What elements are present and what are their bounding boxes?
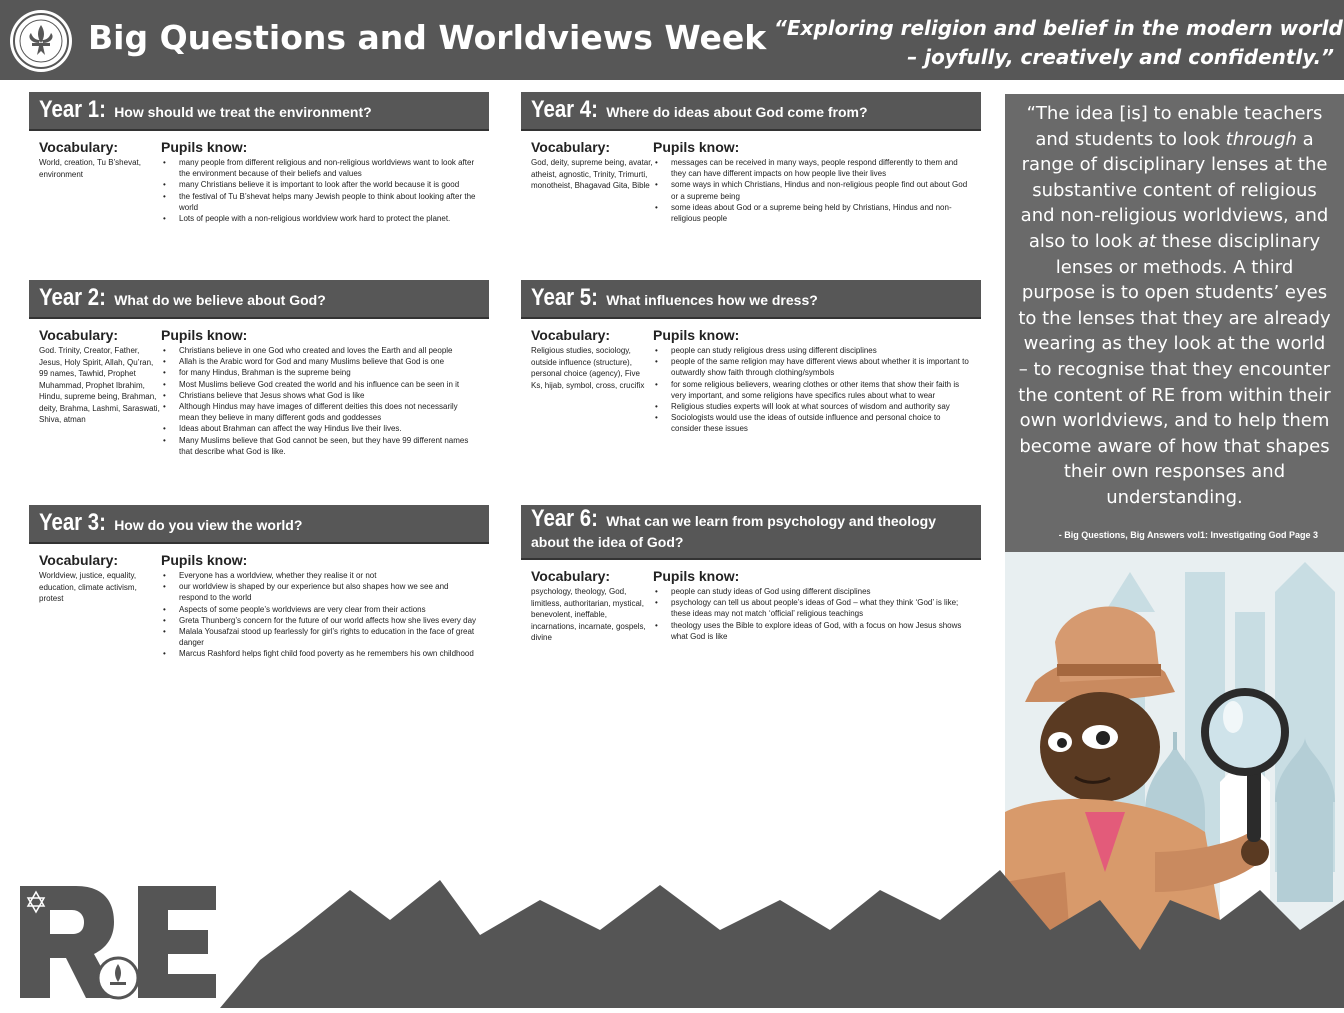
- list-item: • theology uses the Bible to explore ideas of God, with a focus on how Jesus shows what God is like: [653, 620, 971, 642]
- year-6-card: [521, 505, 981, 644]
- fleur-de-lis-icon: [10, 10, 72, 72]
- list-item: • for some religious believers, wearing clothes or other items that show their faith is very important, and some religions have specifics rules about what to wear: [653, 379, 971, 401]
- vocabulary-text: God. Trinity, Creator, Father, Jesus, Holy Spirit, Allah, Qu’ran, 99 names, Tawhid, Prophet Muhammad, Prophet Ibrahim, Hindu, supreme being, Brahman, deity, Brahma, Lashmi, Saraswati, Shiva, atman: [39, 346, 160, 424]
- header-bar: [0, 0, 1344, 80]
- vocabulary-text: psychology, theology, God, limitless, authoritarian, mystical, benevolent, ineffable, incarnations, incarnate, gospels, divine: [531, 587, 646, 642]
- list-item: • people can study ideas of God using different disciplines: [653, 586, 971, 597]
- tagline-line-1: “Exploring religion and belief in the modern world: [774, 16, 1343, 40]
- quote-part: a range of disciplinary lenses at the substantive content of religious and non-religious worldviews, and also to look: [1020, 128, 1329, 252]
- pupils-know-heading: Pupils know:: [161, 552, 248, 568]
- list-item: • Malala Yousafzai stood up fearlessly for girl’s rights to education in the face of great danger: [161, 626, 479, 648]
- pupils-know-section: [653, 139, 971, 224]
- vocabulary-section: [39, 139, 161, 224]
- quote-emphasis: through: [1225, 128, 1297, 150]
- vocabulary-section: [531, 568, 653, 644]
- vocabulary-heading: Vocabulary:: [39, 327, 119, 343]
- year-1-card: [29, 92, 489, 224]
- vocabulary-section: [39, 552, 161, 660]
- year-2-card: [29, 280, 489, 457]
- vocabulary-section: [531, 139, 653, 224]
- year-question: What influences how we dress?: [606, 292, 818, 308]
- quote-panel: [1005, 94, 1344, 552]
- list-item: • messages can be received in many ways, people respond differently to them and they can have different impacts on how people live their lives: [653, 157, 971, 179]
- list-item: • Ideas about Brahman can affect the way Hindus live their lives.: [161, 423, 479, 434]
- year-label: Year 2:: [39, 284, 106, 311]
- vocabulary-heading: Vocabulary:: [39, 139, 119, 155]
- list-item: • Religious studies experts will look at what sources of wisdom and authority say: [653, 401, 971, 412]
- year-label: Year 6:: [531, 505, 598, 532]
- pupils-know-heading: Pupils know:: [653, 327, 740, 343]
- list-item: • Christians believe that Jesus shows what God is like: [161, 390, 479, 401]
- year-question: Where do ideas about God come from?: [606, 104, 868, 120]
- vocabulary-heading: Vocabulary:: [531, 327, 611, 343]
- quote-emphasis: at: [1137, 230, 1157, 252]
- list-item: • many people from different religious and non-religious worldviews want to look after the environment because of their beliefs and values: [161, 157, 479, 179]
- list-item: • Many Muslims believe that God cannot be seen, but they have 99 different names that describe what God is like.: [161, 435, 479, 457]
- list-item: • many Christians believe it is important to look after the world because it is good: [161, 179, 479, 190]
- vocabulary-section: [39, 327, 161, 457]
- list-item: • Allah is the Arabic word for God and many Muslims believe that God is one: [161, 356, 479, 367]
- list-item: • our worldview is shaped by our experience but also shapes how we see and respond to the world: [161, 581, 479, 603]
- pupils-know-section: [161, 139, 479, 224]
- quote-part: these disciplinary lenses or methods. A third purpose is to open students’ eyes to the lenses that they are already wearing as they look at the world – to recognise that they encounter the content of RE from within their own worldviews, and to help them become aware of how that shapes their own responses and understanding.: [1018, 230, 1331, 508]
- year-5-card: [521, 280, 981, 435]
- quote-text: [1005, 94, 1344, 511]
- year-label: Year 4:: [531, 96, 598, 123]
- list-item: • people of the same religion may have different views about whether it is important to outwardly show faith through clothing/symbols: [653, 356, 971, 378]
- year-5-header: [521, 280, 981, 319]
- quote-source: - Big Questions, Big Answers vol1: Investigating God Page 3: [1058, 530, 1318, 540]
- quote-part: “The idea [is] to enable teachers and students to look: [1026, 103, 1323, 150]
- vocabulary-section: [531, 327, 653, 435]
- list-item: • Marcus Rashford helps fight child food poverty as he remembers his own childhood: [161, 648, 479, 659]
- vocabulary-heading: Vocabulary:: [531, 139, 611, 155]
- list-item: • Lots of people with a non-religious worldview work hard to protect the planet.: [161, 213, 479, 224]
- year-question: How do you view the world?: [114, 517, 303, 533]
- list-item: • Most Muslims believe God created the world and his influence can be seen in it: [161, 379, 479, 390]
- pupils-know-section: [653, 568, 971, 644]
- year-3-header: [29, 505, 489, 544]
- vocabulary-heading: Vocabulary:: [39, 552, 119, 568]
- year-question: How should we treat the environment?: [114, 104, 372, 120]
- pupils-know-heading: Pupils know:: [653, 139, 740, 155]
- vocabulary-text: World, creation, Tu B’shevat, environment: [39, 158, 141, 179]
- year-2-header: [29, 280, 489, 319]
- list-item: • for many Hindus, Brahman is the supreme being: [161, 367, 479, 378]
- vocabulary-text: Religious studies, sociology, outside influence (structure), personal choice (agency), Five Ks, hijab, symbol, cross, crucifix: [531, 346, 645, 390]
- list-item: • Aspects of some people’s worldviews are very clear from their actions: [161, 604, 479, 615]
- year-question: What do we believe about God?: [114, 292, 326, 308]
- pupils-know-section: [653, 327, 971, 435]
- re-religious-symbols-logo: [18, 884, 218, 1000]
- year-label: Year 3:: [39, 509, 106, 536]
- year-6-header: [521, 505, 981, 560]
- pupils-know-section: [161, 552, 479, 660]
- year-4-header: [521, 92, 981, 131]
- list-item: • the festival of Tu B’shevat helps many Jewish people to think about looking after the world: [161, 191, 479, 213]
- tagline: [774, 14, 1343, 72]
- page-title: Big Questions and Worldviews Week: [88, 18, 767, 57]
- list-item: • some ideas about God or a supreme being held by Christians, Hindus and non-religious people: [653, 202, 971, 224]
- list-item: • some ways in which Christians, Hindus and non-religious people find out about God or a supreme being: [653, 179, 971, 201]
- vocabulary-text: God, deity, supreme being, avatar, atheist, agnostic, Trinity, Trimurti, monotheist, Bhagavad Gita, Bible: [531, 158, 653, 190]
- year-question: What can we learn from psychology and theology about the idea of God?: [531, 513, 937, 550]
- list-item: • Greta Thunberg’s concern for the future of our world affects how she lives every day: [161, 615, 479, 626]
- list-item: • Christians believe in one God who created and loves the Earth and all people: [161, 345, 479, 356]
- list-item: • Although Hindus may have images of different deities this does not necessarily mean they believe in many different gods and goddesses: [161, 401, 479, 423]
- year-label: Year 1:: [39, 96, 106, 123]
- list-item: • Sociologists would use the ideas of outside influence and personal choice to consider these issues: [653, 412, 971, 434]
- tagline-line-2: – joyfully, creatively and confidently.”: [907, 45, 1334, 69]
- year-1-header: [29, 92, 489, 131]
- pupils-know-heading: Pupils know:: [161, 139, 248, 155]
- list-item: • Everyone has a worldview, whether they realise it or not: [161, 570, 479, 581]
- year-label: Year 5:: [531, 284, 598, 311]
- vocabulary-text: Worldview, justice, equality, education, climate activism, protest: [39, 571, 137, 603]
- list-item: • psychology can tell us about people’s ideas of God – what they think ‘God’ is like; these ideas may not match ‘official’ religious teachings: [653, 597, 971, 619]
- pupils-know-heading: Pupils know:: [161, 327, 248, 343]
- pupils-know-section: [161, 327, 479, 457]
- pupils-know-heading: Pupils know:: [653, 568, 740, 584]
- year-4-card: [521, 92, 981, 224]
- list-item: • people can study religious dress using different disciplines: [653, 345, 971, 356]
- vocabulary-heading: Vocabulary:: [531, 568, 611, 584]
- year-3-card: [29, 505, 489, 660]
